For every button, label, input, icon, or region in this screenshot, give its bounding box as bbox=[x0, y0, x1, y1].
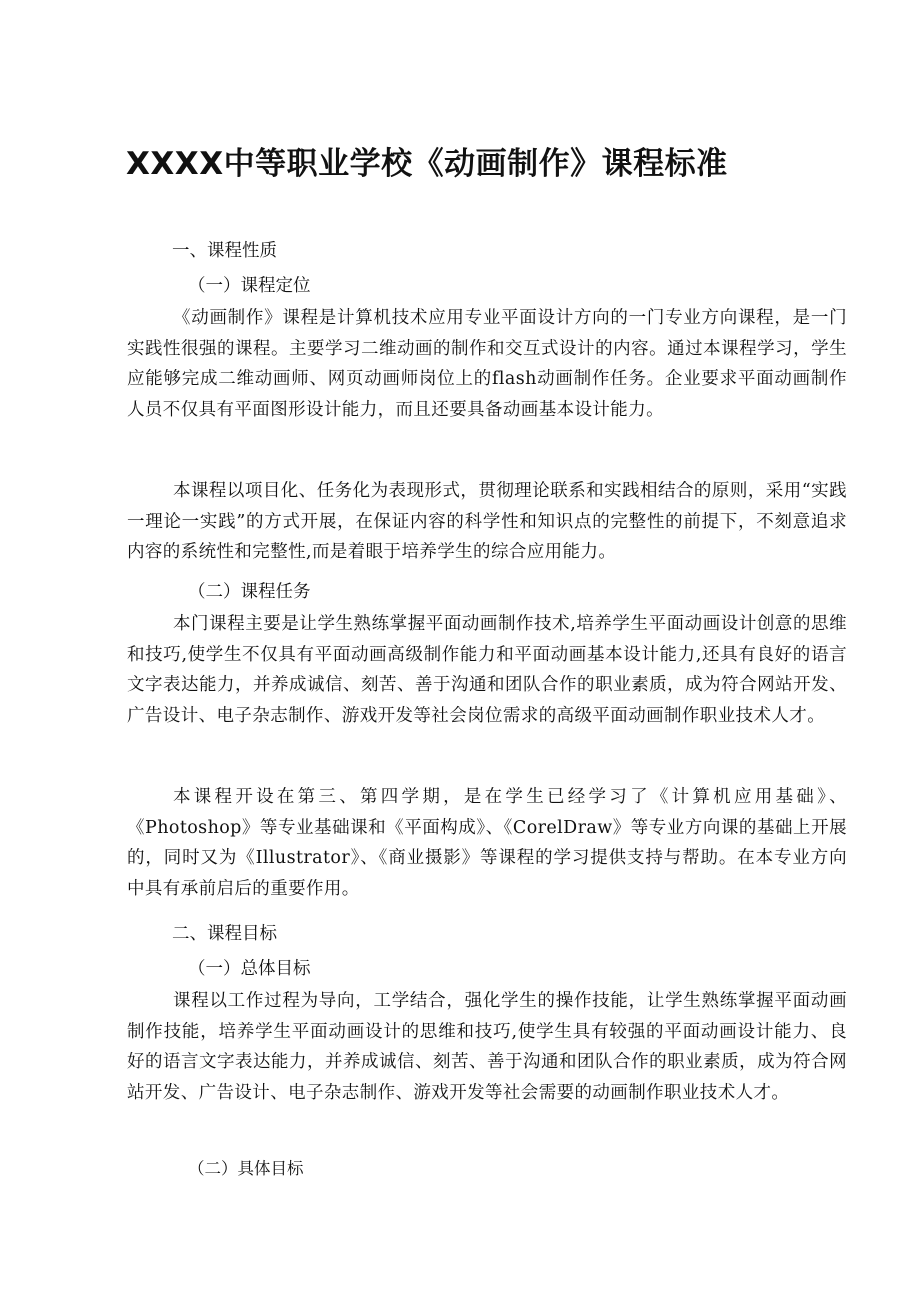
subsection-heading-overall-objectives: （一）总体目标 bbox=[188, 959, 311, 979]
subsection-heading-course-positioning: （一）课程定位 bbox=[188, 276, 311, 296]
subsection-heading-specific-objectives: （二）具体目标 bbox=[188, 1159, 304, 1178]
section-heading-course-objectives: 二、课程目标 bbox=[172, 924, 277, 944]
section-heading-course-nature: 一、课程性质 bbox=[172, 241, 277, 261]
paragraph-course-positioning-1: 《动画制作》课程是计算机技术应用专业平面设计方向的一门专业方向课程，是一门实践性很强的课程。主要学习二维动画的制作和交互式设计的内容。通过本课程学习，学生应能够完成二维动画师、网页动画师岗位上的flash动画制作任务。企业要求平面动画制作人员不仅具有平面图形设计能力，而且还要具备动画基本设计能力。 bbox=[127, 308, 847, 420]
paragraph-course-positioning-2: 本课程以项目化、任务化为表现形式，贯彻理论联系和实践相结合的原则，采用“实践一理论一实践”的方式开展，在保证内容的科学性和知识点的完整性的前提下，不刻意追求内容的系统性和完整性,而是着眼于培养学生的综合应用能力。 bbox=[127, 481, 847, 563]
paragraph-course-tasks-1: 本门课程主要是让学生熟练掌握平面动画制作技术,培养学生平面动画设计创意的思维和技巧,使学生不仅具有平面动画高级制作能力和平面动画基本设计能力,还具有良好的语言文字表达能力，并养成诚信、刻苦、善于沟通和团队合作的职业素质，成为符合网站开发、广告设计、电子杂志制作、游戏开发等社会岗位需求的高级平面动画制作职业技术人才。 bbox=[127, 614, 847, 726]
paragraph-course-tasks-2: 本课程开设在第三、第四学期，是在学生已经学习了《计算机应用基础》、《Photoshop》等专业基础课和《平面构成》、《CorelDraw》等专业方向课的基础上开展的，同时又为《Illustrator》、《商业摄影》等课程的学习提供支持与帮助。在本专业方向中具有承前启后的重要作用。 bbox=[127, 787, 847, 899]
document-title: XXXX中等职业学校《动画制作》课程标准 bbox=[126, 146, 728, 182]
paragraph-overall-objectives: 课程以工作过程为导向，工学结合，强化学生的操作技能，让学生熟练掌握平面动画制作技能，培养学生平面动画设计的思维和技巧,使学生具有较强的平面动画设计能力、良好的语言文字表达能力，并养成诚信、刻苦、善于沟通和团队合作的职业素质，成为符合网站开发、广告设计、电子杂志制作、游戏开发等社会需要的动画制作职业技术人才。 bbox=[127, 991, 847, 1103]
subsection-heading-course-tasks: （二）课程任务 bbox=[188, 582, 311, 602]
